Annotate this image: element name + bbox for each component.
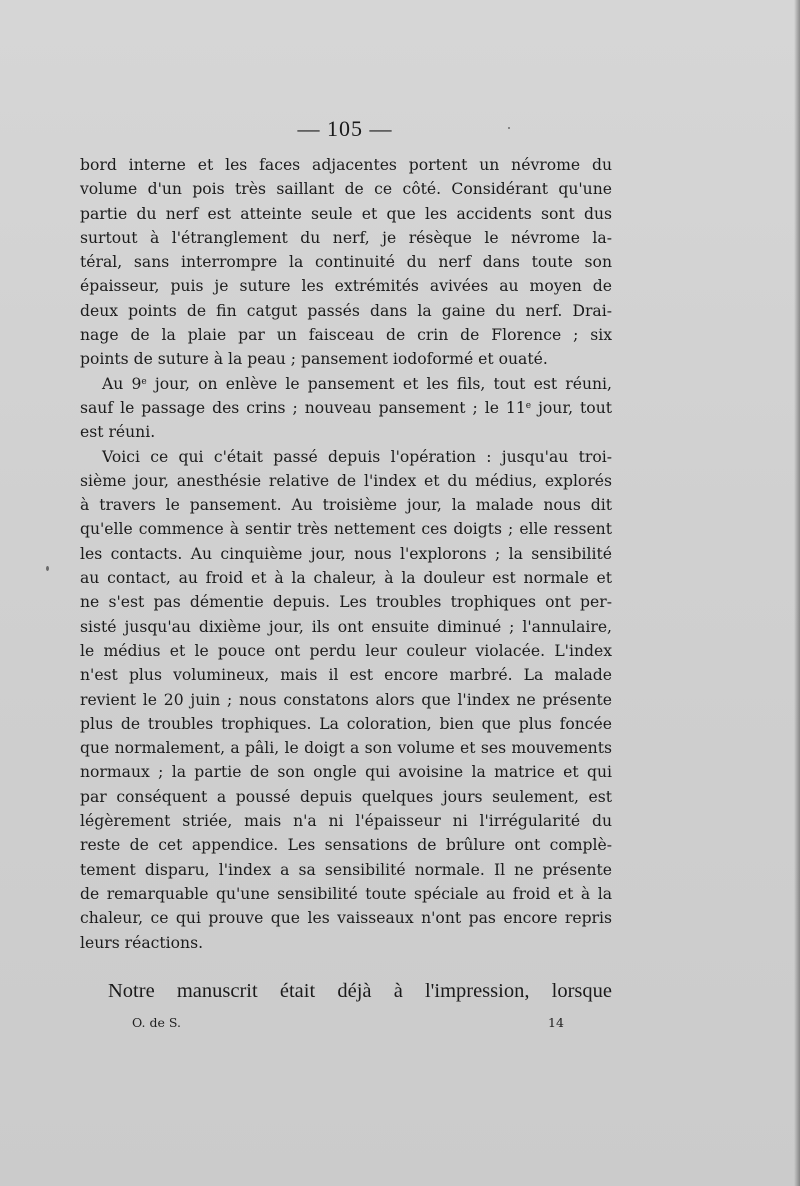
text-line: plus de troubles trophiques. La coloration, bien que plus foncée xyxy=(80,714,612,733)
closing-line: Notre manuscrit était déjà à l'impression, lorsque xyxy=(108,980,612,1002)
text-line: partie du nerf est atteinte seule et que les accidents sont dus xyxy=(80,204,612,223)
text-line: de remarquable qu'une sensibilité toute spéciale au froid et à la xyxy=(80,884,612,903)
text-span: Au 9 xyxy=(102,374,142,393)
text-line xyxy=(80,396,612,420)
text-line: n'est plus volumineux, mais il est encore marbré. La malade xyxy=(80,666,612,685)
scan-speck xyxy=(46,566,49,571)
text-line: chaleur, ce qui prouve que les vaisseaux n'ont pas encore repris xyxy=(80,909,612,928)
text-line: sième jour, anesthésie relative de l'index et du médius, explorés xyxy=(80,471,612,490)
text-line: téral, sans interrompre la continuité du nerf dans toute son xyxy=(80,253,612,272)
text-line: qu'elle commence à sentir très nettement ces doigts ; elle ressent xyxy=(80,520,612,539)
signature-number: 14 xyxy=(548,1015,564,1030)
text-span: jour, tout xyxy=(531,398,613,417)
text-line: à travers le pansement. Au troisième jour, la malade nous dit xyxy=(80,496,612,515)
text-line: volume d'un pois très saillant de ce côté. Considérant qu'une xyxy=(80,180,612,199)
text-line: Voici ce qui c'était passé depuis l'opération : jusqu'au troi- xyxy=(102,447,612,466)
text-line: tement disparu, l'index a sa sensibilité normale. Il ne présente xyxy=(80,860,612,879)
text-line: légèrement striée, mais n'a ni l'épaisseur ni l'irrégularité du xyxy=(80,812,612,831)
text-line: surtout à l'étranglement du nerf, je résèque le névrome la- xyxy=(80,228,612,247)
page-number: — 105 — xyxy=(297,116,393,141)
text-line: est réuni. xyxy=(80,423,156,442)
text-line: au contact, au froid et à la chaleur, à la douleur est normale et xyxy=(80,569,612,588)
text-line: normaux ; la partie de son ongle qui avoisine la matrice et qui xyxy=(80,763,612,782)
text-line xyxy=(80,372,612,396)
text-line: bord interne et les faces adjacentes portent un névrome du xyxy=(80,156,612,174)
text-line: les contacts. Au cinquième jour, nous l'explorons ; la sensibilité xyxy=(80,544,612,563)
text-line: points de suture à la peau ; pansement iodoformé et ouaté. xyxy=(80,350,548,369)
text-line: ne s'est pas démentie depuis. Les troubles trophiques ont per- xyxy=(80,593,612,612)
text-line: nage de la plaie par un faisceau de crin de Florence ; six xyxy=(80,326,612,345)
text-line: que normalement, a pâli, le doigt a son volume et ses mouvements xyxy=(80,739,612,758)
text-line: revient le 20 juin ; nous constatons alors que l'index ne présente xyxy=(80,690,612,709)
text-line: par conséquent a poussé depuis quelques jours seulement, est xyxy=(80,787,612,806)
text-line: le médius et le pouce ont perdu leur couleur violacée. L'index xyxy=(80,641,612,660)
text-line: deux points de fin catgut passés dans la gaine du nerf. Drai- xyxy=(80,301,612,320)
text-line: reste de cet appendice. Les sensations de brûlure ont complè- xyxy=(80,836,612,855)
page-edge-shadow xyxy=(794,0,800,1186)
scan-speck xyxy=(508,127,510,129)
text-line: leurs réactions. xyxy=(80,933,204,952)
text-span: jour, on enlève le pansement et les fils, tout est réuni, xyxy=(146,374,612,393)
superscript: e xyxy=(525,400,532,411)
text-span: sauf le passage des crins ; nouveau pansement ; le 11 xyxy=(80,398,526,417)
body-text xyxy=(80,153,612,955)
signature-mark: O. de S. xyxy=(132,1015,181,1030)
text-line: sisté jusqu'au dixième jour, ils ont ensuite diminué ; l'annulaire, xyxy=(80,617,612,636)
text-line: épaisseur, puis je suture les extrémités avivées au moyen de xyxy=(80,277,612,296)
superscript: e xyxy=(141,376,147,387)
